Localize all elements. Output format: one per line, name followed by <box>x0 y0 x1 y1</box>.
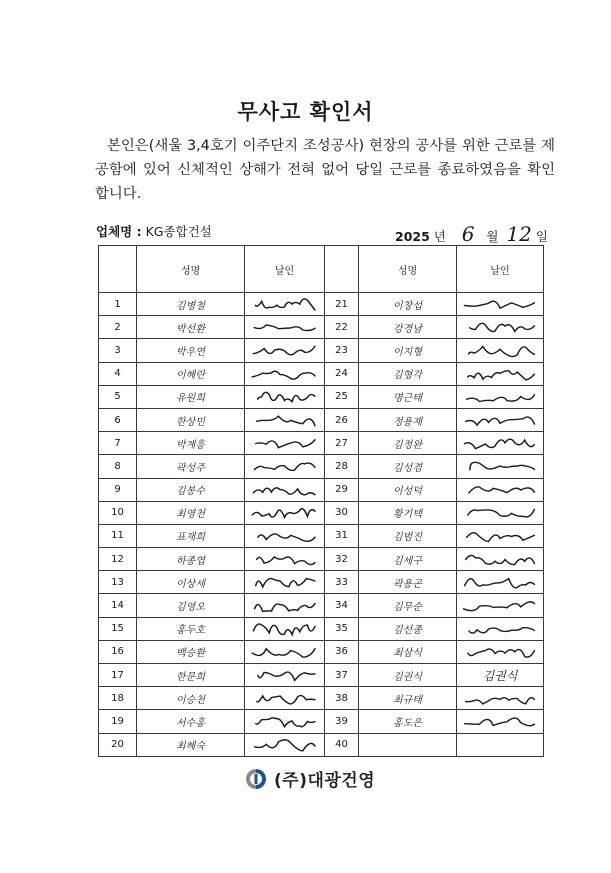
signature-mark <box>245 596 324 616</box>
worker-name: 유원희 <box>137 385 245 408</box>
signature-mark <box>245 642 324 662</box>
row-number: 10 <box>99 501 137 524</box>
signature-cell <box>245 408 325 431</box>
signature-cell <box>457 710 544 733</box>
company-line <box>96 222 212 240</box>
signature-mark <box>457 387 543 407</box>
row-number: 4 <box>99 362 137 385</box>
table-row <box>99 524 544 547</box>
name-header-right: 성명 <box>359 246 457 293</box>
roster-body <box>99 293 544 757</box>
signature-cell <box>245 432 325 455</box>
row-number: 32 <box>325 548 359 571</box>
row-number: 8 <box>99 455 137 478</box>
worker-name: 이창섭 <box>359 293 457 316</box>
table-row <box>99 478 544 501</box>
row-number: 20 <box>99 733 137 756</box>
worker-roster-table <box>98 245 544 757</box>
worker-name: 이지형 <box>359 339 457 362</box>
worker-name: 한상민 <box>137 408 245 431</box>
signature-cell <box>457 640 544 663</box>
date-month: 6 <box>461 222 475 246</box>
signature-mark <box>245 688 324 708</box>
worker-name: 한문희 <box>137 664 245 687</box>
signature-mark <box>245 364 324 384</box>
worker-name: 김병철 <box>137 293 245 316</box>
statement-text: 본인은(새울 3,4호기 이주단지 조성공사) 현장의 공사를 위한 근로를 제공함에 있어 신체적인 상해가 전혀 없어 당일 근로를 종료하였음을 확인 합니다. <box>95 138 555 202</box>
row-number: 14 <box>99 594 137 617</box>
row-number: 6 <box>99 408 137 431</box>
signature-cell <box>245 617 325 640</box>
signature-cell <box>245 501 325 524</box>
signature-mark <box>457 711 543 731</box>
signature-cell <box>457 339 544 362</box>
row-number: 13 <box>99 571 137 594</box>
signature-cell <box>457 316 544 339</box>
signature-mark <box>245 294 324 314</box>
document-title: 무사고 확인서 <box>237 100 374 124</box>
signature-header-left: 날인 <box>245 246 325 293</box>
signature-mark <box>457 340 543 360</box>
worker-name: 명근태 <box>359 385 457 408</box>
worker-name: 이성덕 <box>359 478 457 501</box>
worker-name: 표재희 <box>137 524 245 547</box>
worker-name: 김봉수 <box>137 478 245 501</box>
signature-cell <box>245 316 325 339</box>
worker-name: 김성겸 <box>359 455 457 478</box>
row-number: 28 <box>325 455 359 478</box>
signature-cell <box>245 478 325 501</box>
signature-cell <box>457 524 544 547</box>
signature-cell <box>457 664 544 687</box>
company-label: 업체명 : <box>96 224 142 239</box>
signature-mark <box>457 480 543 500</box>
worker-name <box>359 733 457 756</box>
signature-mark <box>457 526 543 546</box>
worker-name: 백승환 <box>137 640 245 663</box>
signature-mark <box>245 572 324 592</box>
signature-cell <box>457 687 544 710</box>
row-number: 38 <box>325 687 359 710</box>
row-number: 22 <box>325 316 359 339</box>
worker-name: 곽용곤 <box>359 571 457 594</box>
worker-name: 홍도은 <box>359 710 457 733</box>
table-row <box>99 594 544 617</box>
table-row <box>99 640 544 663</box>
signature-cell <box>457 432 544 455</box>
signature-mark <box>457 572 543 592</box>
table-row <box>99 571 544 594</box>
row-number: 18 <box>99 687 137 710</box>
worker-name: 정용재 <box>359 408 457 431</box>
worker-name: 박계흥 <box>137 432 245 455</box>
signature-cell <box>457 385 544 408</box>
worker-name: 김선종 <box>359 617 457 640</box>
row-number: 25 <box>325 385 359 408</box>
signature-written-name: 김권식 <box>482 668 518 683</box>
row-number: 3 <box>99 339 137 362</box>
signature-cell <box>457 571 544 594</box>
row-number: 11 <box>99 524 137 547</box>
company-logo-icon <box>244 767 268 791</box>
table-row <box>99 408 544 431</box>
table-row <box>99 501 544 524</box>
worker-name: 김정완 <box>359 432 457 455</box>
signature-cell <box>245 640 325 663</box>
row-number: 17 <box>99 664 137 687</box>
row-number: 29 <box>325 478 359 501</box>
signature-mark <box>245 387 324 407</box>
worker-name: 최규태 <box>359 687 457 710</box>
worker-name: 박선환 <box>137 316 245 339</box>
row-number: 23 <box>325 339 359 362</box>
signature-mark <box>245 410 324 430</box>
signature-mark <box>457 688 543 708</box>
table-row <box>99 432 544 455</box>
row-number: 40 <box>325 733 359 756</box>
signature-cell <box>245 293 325 316</box>
row-number: 7 <box>99 432 137 455</box>
signature-mark <box>457 294 543 314</box>
signature-cell <box>245 594 325 617</box>
table-row <box>99 316 544 339</box>
signature-mark <box>457 619 543 639</box>
date-year: 2025 <box>395 229 430 244</box>
row-number: 31 <box>325 524 359 547</box>
signature-mark <box>245 526 324 546</box>
signature-cell <box>457 594 544 617</box>
row-number: 12 <box>99 548 137 571</box>
worker-name: 강경남 <box>359 316 457 339</box>
signature-mark <box>457 549 543 569</box>
row-number: 26 <box>325 408 359 431</box>
row-number: 33 <box>325 571 359 594</box>
worker-name: 홍두호 <box>137 617 245 640</box>
signature-mark <box>457 410 543 430</box>
signature-cell <box>245 710 325 733</box>
row-number: 37 <box>325 664 359 687</box>
signature-mark <box>245 503 324 523</box>
signature-mark <box>245 433 324 453</box>
signature-mark <box>245 340 324 360</box>
table-row <box>99 339 544 362</box>
table-header-row <box>99 246 544 293</box>
name-header-left: 성명 <box>137 246 245 293</box>
worker-name: 이승천 <box>137 687 245 710</box>
worker-name: 최혜숙 <box>137 733 245 756</box>
row-number: 16 <box>99 640 137 663</box>
row-number: 24 <box>325 362 359 385</box>
row-number: 19 <box>99 710 137 733</box>
worker-name: 김영오 <box>137 594 245 617</box>
worker-name: 김무순 <box>359 594 457 617</box>
signature-mark <box>245 549 324 569</box>
signature-cell <box>457 478 544 501</box>
signature-cell <box>245 548 325 571</box>
worker-name: 서수홍 <box>137 710 245 733</box>
signature-cell <box>245 339 325 362</box>
signature-cell <box>245 733 325 756</box>
signature-mark <box>457 596 543 616</box>
worker-name: 김세구 <box>359 548 457 571</box>
worker-name: 최삼식 <box>359 640 457 663</box>
worker-name: 하종엽 <box>137 548 245 571</box>
signature-mark <box>457 433 543 453</box>
signature-cell <box>245 385 325 408</box>
signature-cell <box>457 617 544 640</box>
no-header-right <box>325 246 359 293</box>
row-number: 27 <box>325 432 359 455</box>
table-row <box>99 455 544 478</box>
signature-mark <box>245 480 324 500</box>
worker-name: 최영천 <box>137 501 245 524</box>
worker-name: 이혜란 <box>137 362 245 385</box>
row-number: 30 <box>325 501 359 524</box>
date-month-suffix: 월 <box>486 229 499 244</box>
row-number: 34 <box>325 594 359 617</box>
signature-cell <box>245 524 325 547</box>
row-number: 36 <box>325 640 359 663</box>
signature-cell <box>457 293 544 316</box>
signature-cell <box>457 408 544 431</box>
signature-mark <box>457 456 543 476</box>
signature-mark <box>457 317 543 337</box>
table-row <box>99 664 544 687</box>
signature-cell <box>457 733 544 756</box>
signature-mark <box>457 642 543 662</box>
signature-cell <box>457 362 544 385</box>
table-row <box>99 548 544 571</box>
signature-cell <box>245 362 325 385</box>
signature-mark <box>457 364 543 384</box>
worker-name: 이상세 <box>137 571 245 594</box>
worker-name: 곽성주 <box>137 455 245 478</box>
signature-mark <box>245 456 324 476</box>
table-row <box>99 293 544 316</box>
signature-header-right: 날인 <box>457 246 544 293</box>
company-logo-text: (주)대광건영 <box>274 771 376 791</box>
signature-cell <box>457 548 544 571</box>
worker-name: 김권식 <box>359 664 457 687</box>
worker-name: 김형각 <box>359 362 457 385</box>
signature-cell <box>245 571 325 594</box>
signature-mark <box>457 503 543 523</box>
signature-cell <box>457 455 544 478</box>
signature-mark <box>245 317 324 337</box>
date-day-suffix: 일 <box>535 229 548 244</box>
worker-name: 박우연 <box>137 339 245 362</box>
table-row <box>99 617 544 640</box>
row-number: 35 <box>325 617 359 640</box>
row-number: 5 <box>99 385 137 408</box>
no-header <box>99 246 137 293</box>
worker-name: 황기택 <box>359 501 457 524</box>
signature-cell <box>245 455 325 478</box>
worker-name: 김범진 <box>359 524 457 547</box>
date-year-suffix: 년 <box>433 229 446 244</box>
signature-cell <box>457 501 544 524</box>
table-row <box>99 687 544 710</box>
table-row <box>99 710 544 733</box>
row-number: 21 <box>325 293 359 316</box>
table-row <box>99 733 544 756</box>
company-name: KG종합건설 <box>145 224 212 239</box>
row-number: 9 <box>99 478 137 501</box>
row-number: 2 <box>99 316 137 339</box>
signature-cell <box>245 687 325 710</box>
row-number: 1 <box>99 293 137 316</box>
company-logo <box>244 766 375 791</box>
signature-mark <box>245 735 324 755</box>
signature-cell <box>245 664 325 687</box>
date-line <box>395 222 548 246</box>
signature-mark <box>245 619 324 639</box>
row-number: 39 <box>325 710 359 733</box>
date-day: 12 <box>506 222 532 246</box>
signature-mark <box>245 711 324 731</box>
signature-mark <box>245 665 324 685</box>
table-row <box>99 385 544 408</box>
row-number: 15 <box>99 617 137 640</box>
table-row <box>99 362 544 385</box>
